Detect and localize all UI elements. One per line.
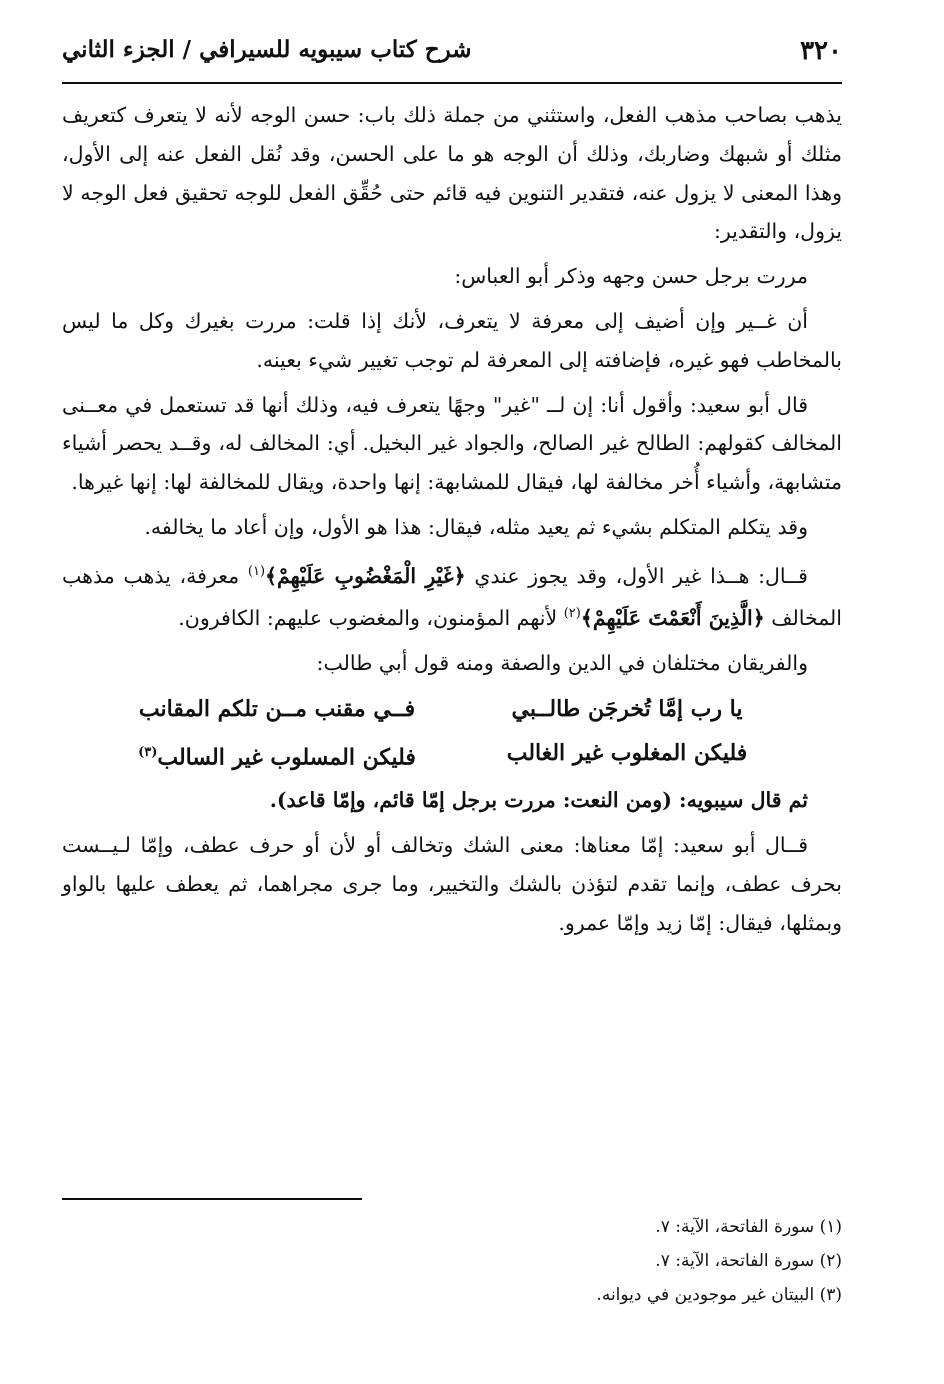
paragraph: قال أبو سعيد: وأقول أنا: إن لــ "غير" وجهًا يتعرف فيه، وذلك أنها قد تستعمل في معــنى المخالف كقولهم: الطالح غير الصالح، والجواد غير البخيل. أي: المخالف له، وقــد يحصر أشياء متشابهة، وأشياء أُخر مخالفة لها، فيقال للمشابهة: إنها واحدة، ويقال للمخالفة لها: إنها غيرها.: [62, 392, 842, 495]
paragraph: أن غــير وإن أضيف إلى معرفة لا يتعرف، لأنك إذا قلت: مررت بغيرك وكل ما ليس بالمخاطب فهو غيره، فإضافته إلى المعرفة لم توجب تغيير شيء بعينه.: [62, 308, 842, 372]
running-title: شرح كتاب سيبويه للسيرافي / الجزء الثاني: [62, 36, 472, 63]
hemistich-text: فليكن المسلوب غير السالب: [157, 744, 416, 771]
hemistich-first: فليكن المغلوب غير الغالب: [506, 739, 748, 766]
text-run: لأنهم المؤمنون، والمغضوب عليهم: الكافرون.: [178, 606, 564, 631]
paragraph: يذهب بصاحب مذهب الفعل، واستثني من جملة ذلك باب: حسن الوجه لأنه لا يتعرف كتعريف مثلك أو شبهك وضاربك، وذلك أن الوجه هو ما على الحسن، وقد نُقل الفعل عنه إلى الأول، وهذا المعنى لا يزول عنه، فتقدير التنوين فيه قائم حتى حُقِّق الفعل للوجه تحقيق فعل الوجه لا يزول، والتقدير:: [62, 103, 842, 244]
paragraph: والفريقان مختلفان في الدين والصفة ومنه قول أبي طالب:: [316, 651, 808, 676]
footnote-ref: (١): [247, 563, 266, 579]
footnote: (١) سورة الفاتحة، الآية: ٧.: [655, 1217, 842, 1237]
poem-verse: [62, 733, 842, 777]
paragraph: قــال أبو سعيد: إمّا معناها: معنى الشك وتخالف أو لأن أو حرف عطف، وإمّا لـيــست بحرف عطف، وإنما تقدم لتؤذن بالشك والتخيير، وما جرى مجراهما، ثم يعطف عليها بالواو وبمثلها، فيقال: إمّا زيد وإمّا عمرو.: [62, 832, 842, 935]
footnotes: [62, 1210, 842, 1312]
book-page: [62, 30, 842, 1360]
footnote-ref: (٢): [563, 606, 581, 622]
hemistich-second: فــي مقنب مــن تلكم المقانب: [138, 695, 416, 722]
footnote: (٣) البيتان غير موجودين في ديوانه.: [596, 1285, 842, 1305]
paragraph: مررت برجل حسن وجهه وذكر أبو العباس:: [454, 264, 808, 289]
poem-verse: [62, 689, 842, 729]
paragraph: وقد يتكلم المتكلم بشيء ثم يعيد مثله، فيقال: هذا هو الأول، وإن أعاد ما يخالفه.: [144, 514, 808, 539]
quran-quote: ﴿الَّذِينَ أَنْعَمْتَ عَلَيْهِمْ﴾: [580, 606, 765, 631]
paragraph-with-quran: [62, 553, 842, 638]
page-header: [62, 30, 842, 76]
hemistich-second: [132, 733, 422, 777]
footnote-divider: [62, 1198, 362, 1200]
header-divider: [62, 82, 842, 84]
page-number: ٣٢٠: [800, 36, 842, 66]
footnote-ref: (٣): [138, 744, 158, 760]
text-run: قــال: هــذا غير الأول، وقد يجوز عندي: [465, 563, 808, 588]
main-text: [62, 96, 842, 948]
text-run: معرفة، يذهب مذهب المخالف: [62, 563, 842, 631]
hemistich-first: يا رب إمَّا تُخرجَن طالــبي: [511, 695, 743, 722]
quran-quote: ﴿غَيْرِ الْمَغْضُوبِ عَلَيْهِمْ﴾: [265, 563, 466, 588]
footnote: (٢) سورة الفاتحة، الآية: ٧.: [655, 1251, 842, 1271]
paragraph: ثم قال سيبويه: (ومن النعت: مررت برجل إمّا قائم، وإمّا قاعد).: [269, 788, 808, 813]
